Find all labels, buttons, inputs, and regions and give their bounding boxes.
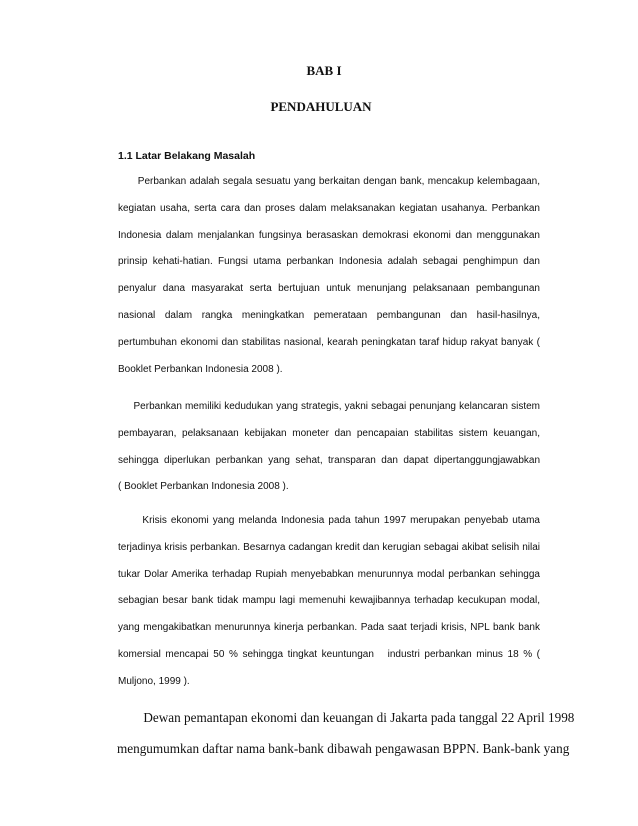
paragraph-line: Perbankan memiliki kedudukan yang strategis, yakni sebagai penunjang kelancaran sistem [118, 401, 540, 412]
paragraph-line: mengumumkan daftar nama bank-bank dibawah pengawasan BPPN. Bank-bank yang [117, 741, 570, 756]
paragraph-2 [118, 394, 540, 501]
chapter-number: BAB I [306, 63, 342, 78]
paragraph-line: sebagian besar bank tidak mampu lagi memenuhi kewajibannya terhadap kecukupan modal, [118, 595, 540, 607]
paragraph-line: terjadinya krisis perbankan. Besarnya cadangan kredit dan kerugian sebagai akibat selisih nilai [118, 541, 540, 553]
paragraph-line: Booklet Perbankan Indonesia 2008 ). [118, 363, 283, 375]
paragraph-line: sehingga diperlukan perbankan yang sehat, transparan dan dapat dipertanggungjawabkan [118, 454, 540, 466]
paragraph-line: ( Booklet Perbankan Indonesia 2008 ). [118, 481, 289, 493]
paragraph-3 [118, 508, 540, 696]
paragraph-line: Muljono, 1999 ). [118, 675, 190, 687]
paragraph-line: Indonesia dalam menjalankan fungsinya berasaskan demokrasi ekonomi dan menggunakan [118, 229, 540, 241]
chapter-title: PENDAHULUAN [270, 99, 372, 114]
paragraph-line: prinsip kehati-hatian. Fungsi utama perbankan Indonesia adalah sebagai penghimpun dan [118, 256, 540, 268]
paragraph-line: Perbankan adalah segala sesuatu yang berkaitan dengan bank, mencakup kelembagaan, [118, 176, 540, 187]
paragraph-line: pertumbuhan ekonomi dan stabilitas nasional, kearah peningkatan taraf hidup rakyat banyak ( [118, 336, 540, 348]
paragraph-line: kegiatan usaha, serta cara dan proses dalam melaksanakan kegiatan usahanya. Perbankan [118, 202, 540, 214]
paragraph-4 [117, 702, 575, 764]
paragraph-line: yang mengakibatkan menurunnya kinerja perbankan. Pada saat terjadi krisis, NPL bank bank [118, 622, 540, 634]
paragraph-line: komersial mencapai 50 % sehingga tingkat keuntungan industri perbankan minus 18 % ( [118, 648, 540, 660]
paragraph-line: pembayaran, pelaksanaan kebijakan moneter dan pencapaian stabilitas sistem keuangan, [118, 427, 540, 439]
paragraph-line: tukar Dolar Amerika terhadap Rupiah menyebabkan menurunnya modal perbankan sehingga [118, 568, 540, 580]
paragraph-line: Krisis ekonomi yang melanda Indonesia pada tahun 1997 merupakan penyebab utama [118, 515, 540, 526]
paragraph-line: nasional dalam rangka meningkatkan pemerataan pembangunan dan hasil-hasilnya, [118, 309, 540, 321]
paragraph-1 [118, 169, 540, 383]
paragraph-line: penyalur dana masyarakat serta bertujuan untuk menunjang pelaksanaan pembangunan [118, 283, 540, 295]
section-heading: 1.1 Latar Belakang Masalah [118, 150, 256, 162]
paragraph-line: Dewan pemantapan ekonomi dan keuangan di Jakarta pada tanggal 22 April 1998 [117, 710, 575, 725]
